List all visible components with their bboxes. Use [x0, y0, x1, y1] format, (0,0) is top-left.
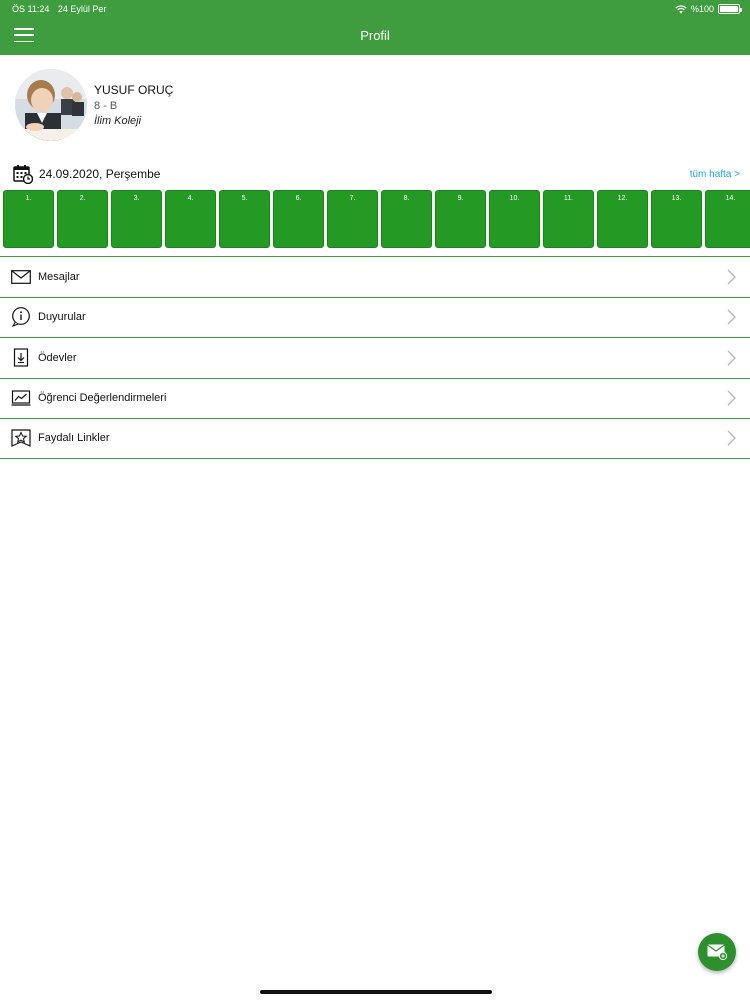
- period-box-13[interactable]: 13.: [651, 190, 702, 248]
- chevron-right-icon: [727, 269, 736, 285]
- chevron-right-icon: [727, 390, 736, 406]
- status-bar-right: [675, 4, 740, 14]
- menu-item-homework[interactable]: [0, 337, 750, 378]
- battery-icon: [718, 4, 740, 14]
- menu-item-label: Öğrenci Değerlendirmeleri: [38, 392, 167, 405]
- mail-add-icon: [707, 944, 727, 960]
- page-title: Profil: [360, 28, 390, 43]
- top-bar: [0, 0, 750, 55]
- menu-item-label: Mesajlar: [38, 270, 80, 283]
- calendar-clock-icon: [13, 164, 33, 184]
- period-box-10[interactable]: 10.: [489, 190, 540, 248]
- avatar: [15, 69, 87, 141]
- period-box-7[interactable]: 7.: [327, 190, 378, 248]
- period-box-14[interactable]: 14.: [705, 190, 750, 248]
- menu-item-label: Ödevler: [38, 351, 77, 364]
- download-book-icon: [11, 348, 31, 368]
- menu-item-student-evaluations[interactable]: [0, 378, 750, 419]
- schedule-date: 24.09.2020, Perşembe: [39, 167, 161, 181]
- envelope-icon: [11, 267, 31, 287]
- battery-level: [720, 6, 738, 12]
- period-box-9[interactable]: 9.: [435, 190, 486, 248]
- student-name: YUSUF ORUÇ: [94, 83, 174, 97]
- status-bar-left: [12, 4, 112, 14]
- profile-card: [15, 69, 173, 141]
- status-time: ÖS 11:24: [12, 4, 50, 14]
- student-class: 8 - B: [94, 100, 118, 112]
- student-photo-icon: [15, 69, 87, 141]
- home-indicator: [260, 990, 492, 994]
- period-box-2[interactable]: 2.: [57, 190, 108, 248]
- chart-icon: [11, 388, 31, 408]
- period-box-11[interactable]: 11.: [543, 190, 594, 248]
- compose-message-button[interactable]: [698, 933, 736, 971]
- chevron-right-icon: [727, 350, 736, 366]
- period-box-1[interactable]: 1.: [3, 190, 54, 248]
- star-flag-icon: [11, 428, 31, 448]
- info-icon: [11, 307, 31, 327]
- period-box-3[interactable]: 3.: [111, 190, 162, 248]
- wifi-icon: [675, 5, 687, 14]
- profile-info: [94, 83, 173, 141]
- chevron-right-icon: [727, 309, 736, 325]
- menu-item-announcements[interactable]: [0, 297, 750, 338]
- menu-list: [0, 256, 750, 459]
- menu-item-label: Faydalı Linkler: [38, 432, 110, 445]
- battery-percent: %100: [690, 4, 714, 14]
- period-box-8[interactable]: 8.: [381, 190, 432, 248]
- period-box-6[interactable]: 6.: [273, 190, 324, 248]
- period-strip: [3, 190, 750, 248]
- menu-item-label: Duyurular: [38, 311, 86, 324]
- status-date: 24 Eylül Per: [57, 4, 107, 14]
- full-week-link[interactable]: tüm hafta >: [689, 168, 740, 180]
- school-name: İlim Koleji: [94, 115, 142, 127]
- period-box-12[interactable]: 12.: [597, 190, 648, 248]
- schedule-date-row: [13, 164, 740, 184]
- chevron-right-icon: [727, 430, 736, 446]
- period-box-4[interactable]: 4.: [165, 190, 216, 248]
- period-box-5[interactable]: 5.: [219, 190, 270, 248]
- menu-item-useful-links[interactable]: [0, 418, 750, 459]
- menu-item-messages[interactable]: [0, 256, 750, 297]
